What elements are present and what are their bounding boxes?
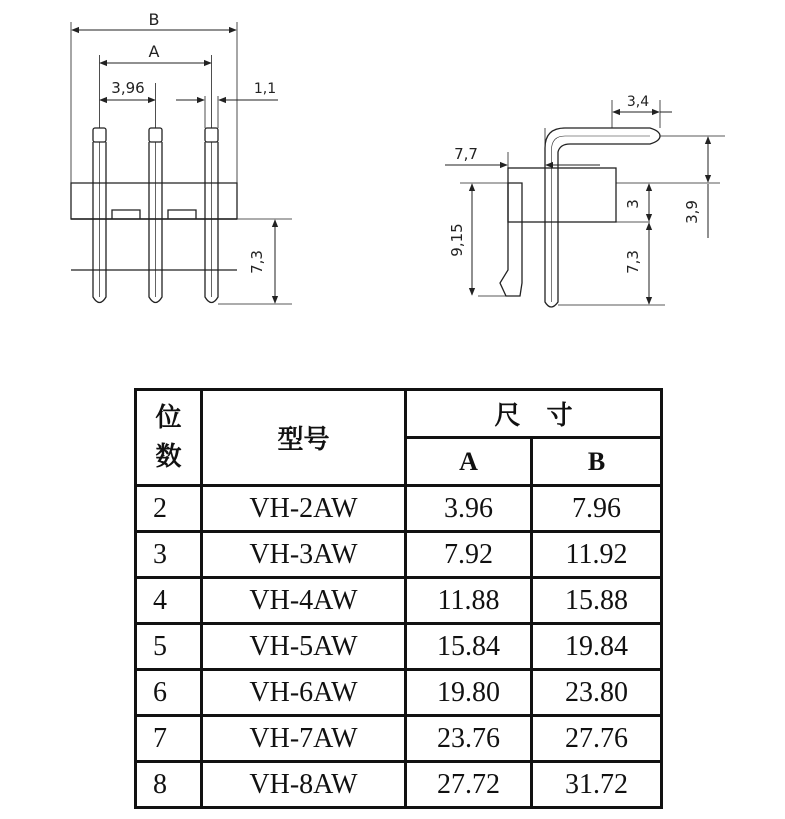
- cell-a: 27.72: [406, 762, 532, 808]
- side-pin: [545, 128, 660, 307]
- cell-positions: 6: [136, 670, 202, 716]
- header-positions: 位 数: [136, 390, 202, 486]
- cell-model: VH-8AW: [202, 762, 406, 808]
- cell-b: 23.80: [532, 670, 662, 716]
- dim-label-pin-width: 1,1: [253, 81, 277, 97]
- dim-label-total: 3,9: [683, 200, 701, 224]
- side-housing: [508, 168, 616, 222]
- table-row: [136, 762, 662, 808]
- cell-positions: 8: [136, 762, 202, 808]
- side-latch: [500, 183, 522, 296]
- cell-positions: 7: [136, 716, 202, 762]
- cell-positions: 4: [136, 578, 202, 624]
- cell-positions: 3: [136, 532, 202, 578]
- table-row: [136, 624, 662, 670]
- dim-label-a: A: [148, 42, 160, 61]
- cell-a: 19.80: [406, 670, 532, 716]
- dim-label-offset: 7,7: [454, 145, 478, 163]
- cell-a: 7.92: [406, 532, 532, 578]
- cell-a: 23.76: [406, 716, 532, 762]
- cell-a: 11.88: [406, 578, 532, 624]
- dim-label-height: 9,15: [448, 223, 466, 257]
- header-col-a: A: [406, 438, 532, 486]
- connector-drawing: [0, 0, 785, 380]
- front-housing: [71, 183, 237, 219]
- header-size: 尺 寸: [406, 390, 662, 438]
- dim-label-front-length: 7,3: [248, 250, 266, 274]
- dim-label-pitch: 3,96: [111, 79, 145, 97]
- table-row: [136, 670, 662, 716]
- table-row: [136, 578, 662, 624]
- dim-label-b: B: [148, 10, 160, 29]
- dim-label-tail: 3,4: [626, 94, 650, 110]
- cell-model: VH-6AW: [202, 670, 406, 716]
- cell-b: 11.92: [532, 532, 662, 578]
- front-pin: [93, 128, 106, 303]
- cell-positions: 2: [136, 486, 202, 532]
- cell-b: 19.84: [532, 624, 662, 670]
- cell-model: VH-3AW: [202, 532, 406, 578]
- cell-model: VH-7AW: [202, 716, 406, 762]
- cell-a: 3.96: [406, 486, 532, 532]
- cell-model: VH-2AW: [202, 486, 406, 532]
- spec-table: [134, 388, 663, 809]
- cell-positions: 5: [136, 624, 202, 670]
- table-row: [136, 532, 662, 578]
- cell-a: 15.84: [406, 624, 532, 670]
- cell-b: 15.88: [532, 578, 662, 624]
- header-col-b: B: [532, 438, 662, 486]
- cell-b: 7.96: [532, 486, 662, 532]
- table-row: [136, 716, 662, 762]
- cell-model: VH-4AW: [202, 578, 406, 624]
- cell-b: 31.72: [532, 762, 662, 808]
- front-pin: [205, 128, 218, 303]
- front-pin: [149, 128, 162, 303]
- dim-label-body: 3: [624, 199, 642, 209]
- cell-model: VH-5AW: [202, 624, 406, 670]
- dim-label-side-length: 7,3: [624, 250, 642, 274]
- cell-b: 27.76: [532, 716, 662, 762]
- header-model: 型号: [202, 390, 406, 486]
- table-row: [136, 486, 662, 532]
